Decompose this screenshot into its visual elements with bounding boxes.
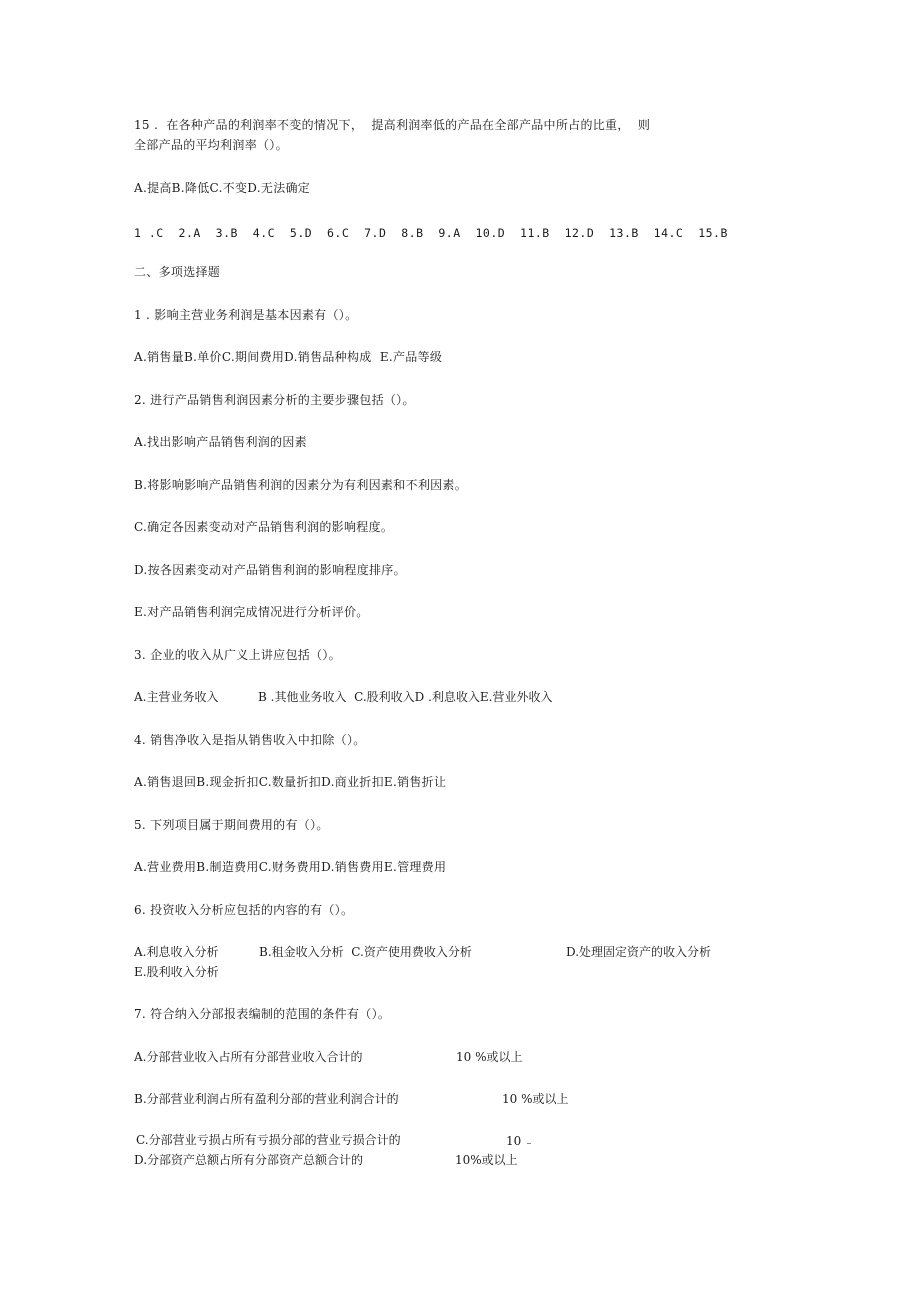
multi-question-3-options-rest: B .其他业务收入 C.股利收入D .利息收入E.营业外收入 — [258, 690, 553, 704]
question-15-line-1: 15 . 在各种产品的利润率不变的情况下， 提高利润率低的产品在全部产品中所占的比重， 则 — [134, 118, 651, 132]
multi-question-6-option-e: E.股利收入分析 — [134, 965, 219, 979]
multi-question-7-option-c-text: C.分部营业亏损占所有亏损分部的营业亏损合计的 — [136, 1133, 401, 1147]
multi-question-6: 6. 投资收入分析应包括的内容的有（）。 — [134, 903, 354, 917]
multi-question-1: 1 . 影响主营业务利润是基本因素有（）。 — [134, 308, 358, 322]
multi-question-7-option-a-percent: 10 %或以上 — [456, 1050, 523, 1064]
multi-question-6-option-d: D.处理固定资产的收入分析 — [566, 945, 712, 959]
multi-question-7-option-b-text: B.分部营业利润占所有盈利分部的营业利润合计的 — [134, 1092, 399, 1106]
question-15-line-2: 全部产品的平均利润率（）。 — [134, 138, 288, 152]
multi-question-5: 5. 下列项目属于期间费用的有（）。 — [134, 818, 329, 832]
multi-question-7-option-c-percent: 10 — [506, 1134, 522, 1148]
stray-mark — [527, 1143, 531, 1144]
question-15-options: A.提高B.降低C.不变D.无法确定 — [134, 181, 311, 195]
multi-question-7-option-d-percent: 10%或以上 — [455, 1153, 518, 1167]
multi-question-7-option-a-text: A.分部营业收入占所有分部营业收入合计的 — [134, 1050, 363, 1064]
multi-question-2-option-a: A.找出影响产品销售利润的因素 — [134, 435, 307, 449]
multi-question-7: 7. 符合纳入分部报表编制的范围的条件有（）。 — [134, 1007, 391, 1021]
multi-question-4-options: A.销售退回B.现金折扣C.数量折扣D.商业折扣E.销售折让 — [134, 775, 447, 789]
multi-question-6-options-bc: B.租金收入分析 C.资产使用费收入分析 — [259, 945, 472, 959]
multi-question-7-option-b-percent: 10 %或以上 — [502, 1092, 569, 1106]
multi-question-2-option-e: E.对产品销售利润完成情况进行分析评价。 — [134, 605, 369, 619]
multi-question-6-option-a: A.利息收入分析 — [134, 945, 219, 959]
multi-question-2-option-b: B.将影响影响产品销售利润的因素分为有利因素和不利因素。 — [134, 478, 468, 492]
multi-question-2-option-c: C.确定各因素变动对产品销售利润的影响程度。 — [134, 520, 394, 534]
multi-question-3-option-a: A.主营业务收入 — [134, 690, 219, 704]
multi-question-5-options: A.营业费用B.制造费用C.财务费用D.销售费用E.管理费用 — [134, 860, 447, 874]
multi-question-1-options: A.销售量B.单价C.期间费用D.销售品种构成 E.产品等级 — [134, 350, 443, 364]
multi-question-2-option-d: D.按各因素变动对产品销售利润的影响程度排序。 — [134, 563, 406, 577]
section-title: 二、多项选择题 — [134, 265, 221, 279]
multi-question-3: 3. 企业的收入从广义上讲应包括（）。 — [134, 648, 341, 662]
multi-question-4: 4. 销售净收入是指从销售收入中扣除（）。 — [134, 733, 366, 747]
multi-question-7-option-d-text: D.分部资产总额占所有分部资产总额合计的 — [134, 1153, 364, 1167]
multi-question-2: 2. 进行产品销售利润因素分析的主要步骤包括（）。 — [134, 393, 415, 407]
answer-key: 1 .C 2.A 3.B 4.C 5.D 6.C 7.D 8.B 9.A 10.D 11.B 12.D 13.B 14.C 15.B — [134, 226, 728, 240]
